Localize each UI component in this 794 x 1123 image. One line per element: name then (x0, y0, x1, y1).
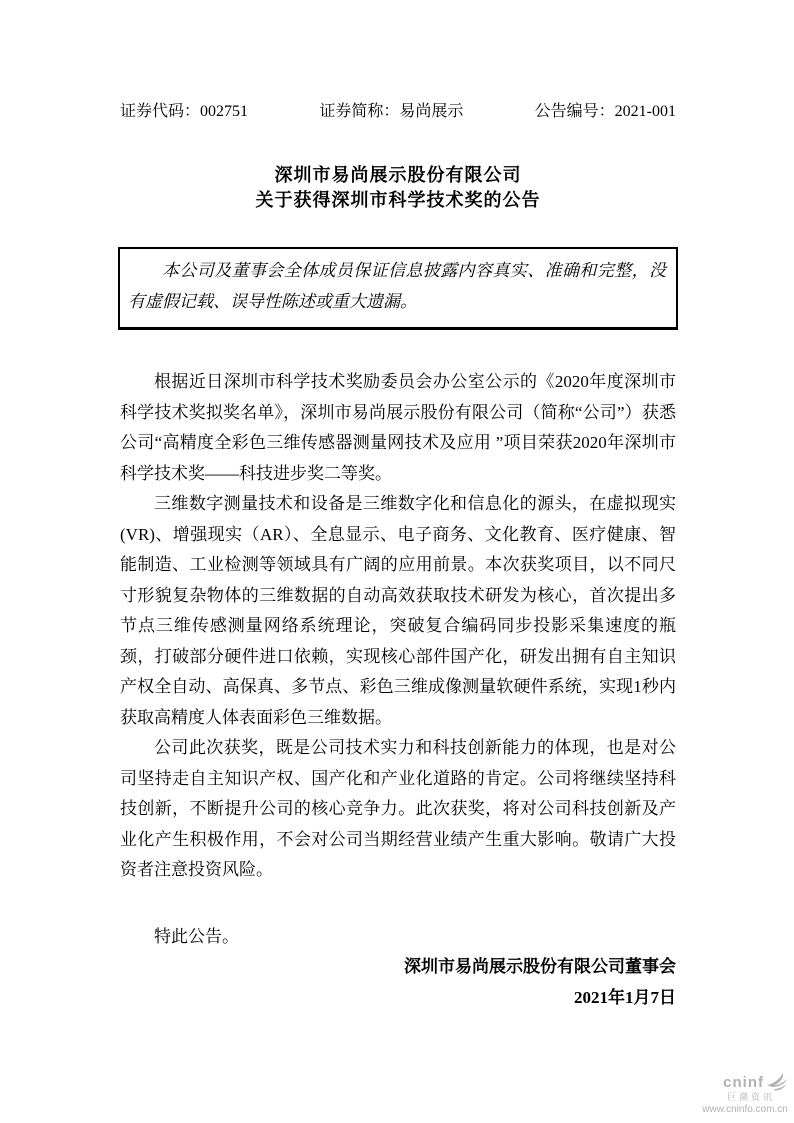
closing-statement: 特此公告。 (154, 926, 239, 946)
document-body (120, 367, 676, 1013)
announcement-date: 2021年1月7日 (574, 987, 676, 1007)
stock-code: 证券代码：002751 (120, 103, 249, 120)
title-line-company: 深圳市易尚展示股份有限公司 (274, 165, 522, 185)
paragraph-award-news: 根据近日深圳市科学技术奖励委员会办公室公示的《2020年度深圳市科学技术奖拟奖名单》，深圳市易尚展示股份有限公司（简称“公司”）获悉公司“高精度全彩色三维传感器测量网技术及应用 ”项目荣获2020年深圳市科学技术奖——科技进步奖二等奖。 (120, 372, 676, 483)
stock-short-name: 证券简称：易尚展示 (319, 103, 464, 120)
cninfo-url: www.cninfo.com.cn (702, 1104, 788, 1115)
cninfo-brand-chinese: 巨潮资讯 (726, 1092, 775, 1102)
cninfo-logo-row (700, 1072, 790, 1090)
cninfo-watermark (700, 1072, 790, 1115)
disclaimer-box (118, 247, 678, 330)
document-title (120, 163, 676, 213)
paragraph-impact: 公司此次获奖，既是公司技术实力和科技创新能力的体现，也是对公司坚持走自主知识产权、国产化和产业化道路的肯定。公司将继续坚持科技创新，不断提升公司的核心竞争力。此次获奖，将对公司科技创新及产业化产生积极作用，不会对公司当期经营业绩产生重大影响。敬请广大投资者注意投资风险。 (120, 738, 676, 879)
cninfo-swoosh-icon (766, 1072, 788, 1092)
paragraph-technology-intro: 三维数字测量技术和设备是三维数字化和信息化的源头，在虚拟现实(VR)、增强现实（AR）、全息显示、电子商务、文化教育、医疗健康、智能制造、工业检测等领域具有广阔的应用前景。本次获奖项目，以不同尺寸形貌复杂物体的三维数据的自动高效获取技术研发为核心，首次提出多节点三维传感测量网络系统理论，突破复合编码同步投影采集速度的瓶颈，打破部分硬件进口依赖，实现核心部件国产化，研发出拥有自主知识产权全自动、高保真、多节点、彩色三维成像测量软硬件系统，实现1秒内获取高精度人体表面彩色三维数据。 (120, 494, 676, 727)
document-header (120, 103, 676, 120)
cninfo-logo-text: cninf (723, 1074, 764, 1091)
disclaimer-text: 本公司及董事会全体成员保证信息披露内容真实、准确和完整，没有虚假记载、误导性陈述或重大遗漏。 (128, 261, 666, 311)
title-line-subject: 关于获得深圳市科学技术奖的公告 (255, 190, 541, 210)
board-signature: 深圳市易尚展示股份有限公司董事会 (404, 957, 676, 976)
announcement-number: 公告编号：2021-001 (534, 103, 676, 120)
